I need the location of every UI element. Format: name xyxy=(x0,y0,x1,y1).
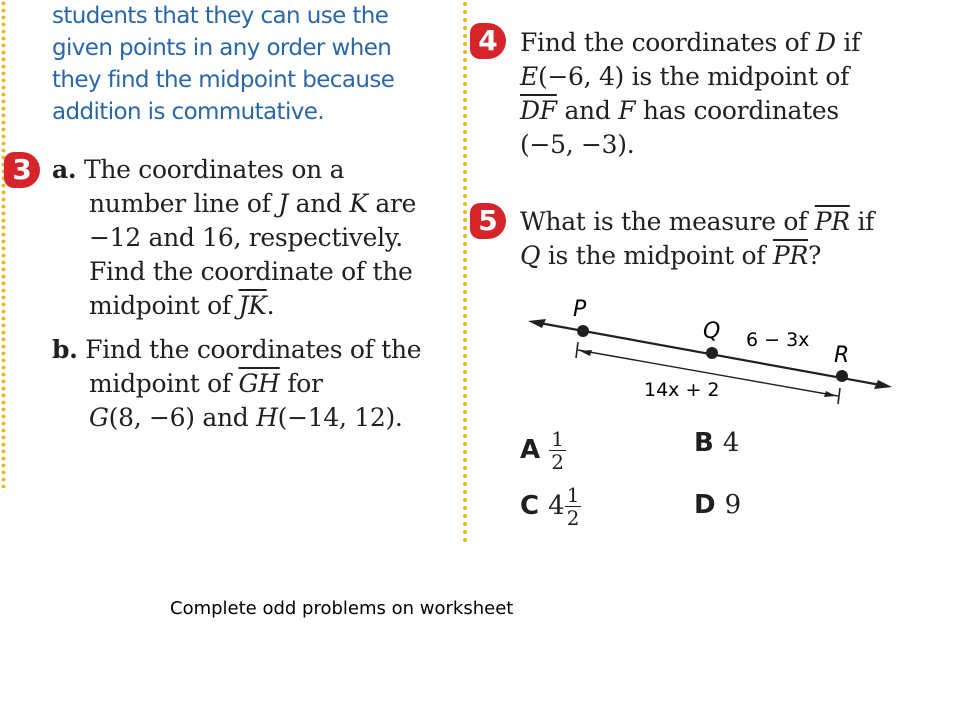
choice-C[interactable] xyxy=(520,484,581,529)
label-Q: Q xyxy=(703,319,721,344)
p5-line2-mid: is the midpoint of xyxy=(540,241,773,270)
p3a-line3: −12 and 16, respectively. xyxy=(89,223,403,252)
choice-C-letter: C xyxy=(520,491,540,521)
p3b-line2-post: for xyxy=(279,369,323,398)
p4-line1-post: if xyxy=(835,28,861,57)
choice-B-letter: B xyxy=(694,428,714,458)
p5-line1-pre: What is the measure of xyxy=(520,207,815,236)
left-arrow-icon xyxy=(528,319,546,328)
choice-D-value: 9 xyxy=(724,490,742,520)
choice-A-den: 2 xyxy=(551,450,564,474)
choice-A[interactable] xyxy=(520,428,566,473)
segment-DF: $\overline{DF}$ xyxy=(520,96,557,125)
var-E: E xyxy=(520,62,538,91)
problem-5 xyxy=(520,205,950,273)
var-H: H xyxy=(256,403,278,432)
p3a-line2-pre: number line of xyxy=(89,189,279,218)
note-line: given points in any order when xyxy=(52,35,392,61)
p3b-line2-pre: midpoint of xyxy=(89,369,239,398)
point-P xyxy=(577,325,589,337)
p4-line1-pre: Find the coordinates of xyxy=(520,28,817,57)
p3a-line2-post: are xyxy=(367,189,417,218)
var-J: J xyxy=(278,189,288,218)
choice-B-value: 4 xyxy=(722,428,740,458)
p5-line1-post: if xyxy=(849,207,875,236)
measure-tick-left xyxy=(576,342,578,358)
segment-PR-2: $\overline{PR}$ xyxy=(772,241,808,270)
problem-3-badge: 3 xyxy=(4,152,40,188)
part-a-label: a. xyxy=(52,155,77,184)
problem-4 xyxy=(520,26,950,162)
teacher-note xyxy=(52,0,452,128)
p3a-line2-mid: and xyxy=(287,189,350,218)
choice-C-den: 2 xyxy=(566,506,580,530)
label-qr: 6 − 3x xyxy=(746,329,810,351)
p3a-line5-post: . xyxy=(266,291,275,320)
p3b-gval: (8, −6) and xyxy=(108,403,257,432)
p3a-line1: The coordinates on a xyxy=(83,155,345,184)
p3b-hval: (−14, 12). xyxy=(277,403,403,432)
note-line: students that they can use the xyxy=(52,3,389,29)
choice-D[interactable] xyxy=(694,490,741,520)
p4-line2-post: (−6, 4) is the midpoint of xyxy=(537,62,850,91)
choice-A-num: 1 xyxy=(551,427,564,451)
left-dotted-border xyxy=(0,0,7,488)
worksheet-instruction: Complete odd problems on worksheet xyxy=(170,598,514,619)
var-K: K xyxy=(349,189,368,218)
center-dotted-border xyxy=(461,0,469,545)
p3a-line4: Find the coordinate of the xyxy=(89,257,413,286)
part-b-label: b. xyxy=(52,335,78,364)
problem-5-badge: 5 xyxy=(470,203,506,239)
segment-PR: $\overline{PR}$ xyxy=(814,207,850,236)
segment-GH: $\overline{GH}$ xyxy=(238,369,280,398)
measure-arrow-right-icon xyxy=(824,391,836,397)
problem-4-badge: 4 xyxy=(470,23,506,59)
note-line: addition is commutative. xyxy=(52,99,325,125)
choice-D-letter: D xyxy=(694,490,716,520)
segment-JK: $\overline{JK}$ xyxy=(238,291,267,320)
p4-line3-post: has coordinates xyxy=(635,96,839,125)
p4-line3-mid: and xyxy=(556,96,619,125)
choice-C-num: 1 xyxy=(566,483,580,507)
p5-line2-post: ? xyxy=(807,241,822,270)
measure-arrow-left-icon xyxy=(580,350,592,356)
choice-C-fraction xyxy=(565,484,582,529)
point-Q xyxy=(706,347,718,359)
problem-3 xyxy=(52,153,457,435)
var-D: D xyxy=(816,28,836,57)
midpoint-diagram xyxy=(520,290,900,410)
note-line: they find the midpoint because xyxy=(52,67,395,93)
label-R: R xyxy=(834,343,850,368)
choice-A-fraction xyxy=(549,428,566,473)
choice-B[interactable] xyxy=(694,428,739,458)
point-R xyxy=(836,370,848,382)
choice-C-whole: 4 xyxy=(548,491,565,521)
var-G: G xyxy=(89,403,109,432)
var-F: F xyxy=(618,96,636,125)
p3b-line1: Find the coordinates of the xyxy=(85,335,422,364)
right-arrow-icon xyxy=(874,380,892,389)
label-P: P xyxy=(573,297,587,322)
p4-line4: (−5, −3). xyxy=(520,130,635,159)
label-pr: 14x + 2 xyxy=(644,379,720,401)
var-Q: Q xyxy=(520,241,541,270)
p3a-line5-pre: midpoint of xyxy=(89,291,239,320)
choice-A-letter: A xyxy=(520,435,541,465)
measure-tick-right xyxy=(838,388,840,404)
